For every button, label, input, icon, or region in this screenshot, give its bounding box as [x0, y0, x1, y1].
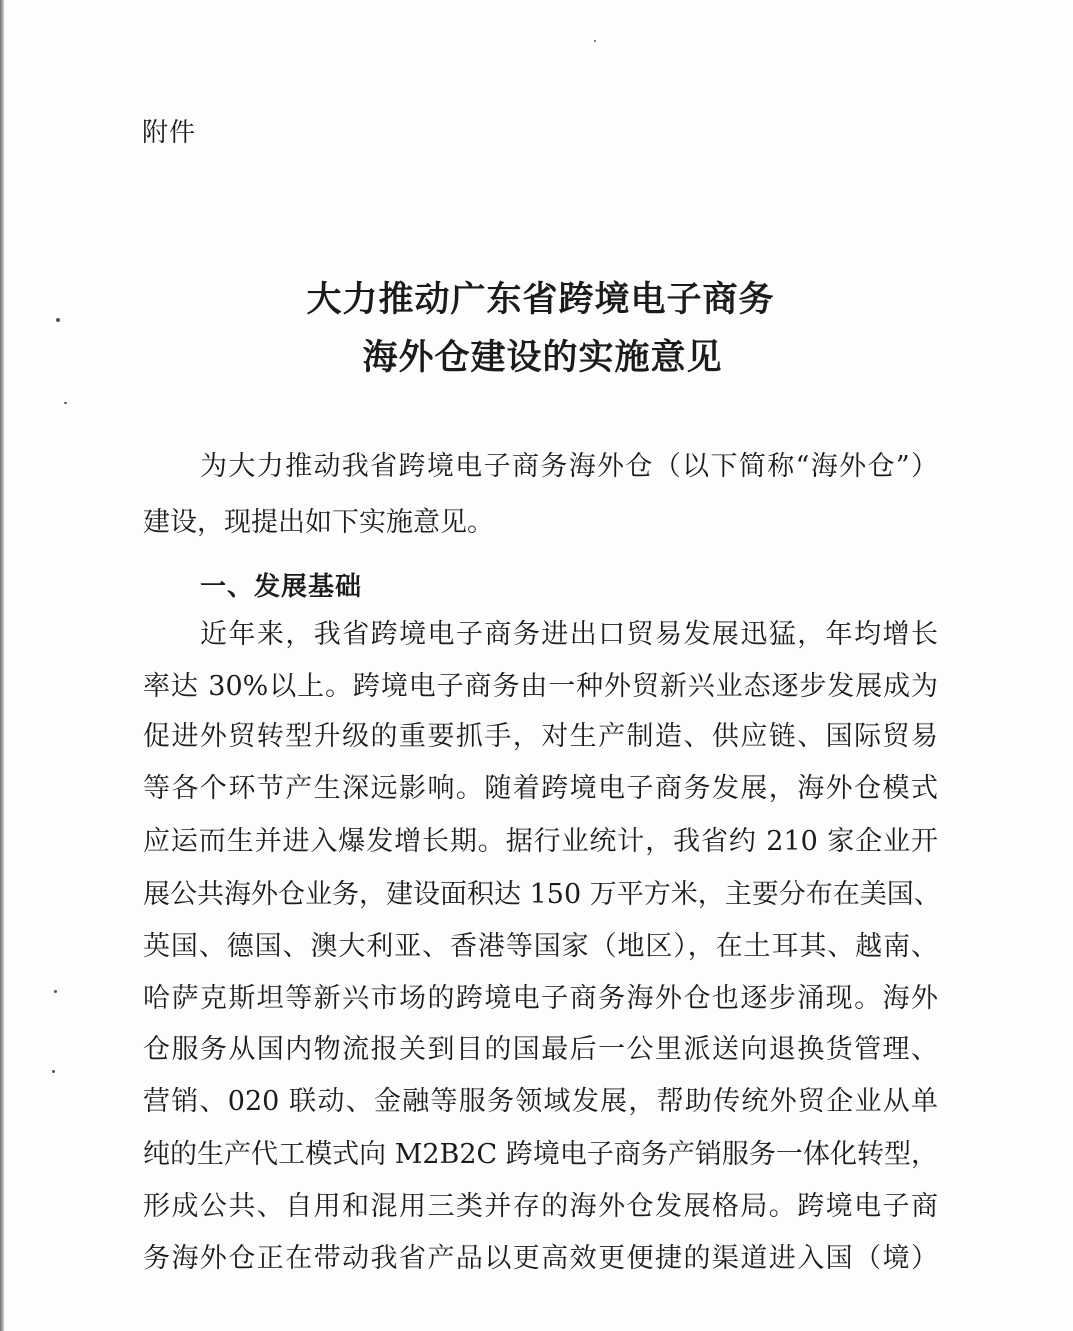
body-line: 务海外仓正在带动我省产品以更高效更便捷的渠道进入国（境）: [143, 1243, 938, 1274]
body-line: 促进外贸转型升级的重要抓手，对生产制造、供应链、国际贸易: [143, 721, 938, 752]
document-title-line-1: 大力推动广东省跨境电子商务: [306, 280, 775, 320]
document-title-line-2: 海外仓建设的实施意见: [362, 338, 723, 378]
scan-speck: [54, 990, 57, 993]
scan-speck: [52, 1070, 55, 1073]
scan-left-edge: [0, 0, 4, 1331]
body-line: 哈萨克斯坦等新兴市场的跨境电子商务海外仓也逐步涌现。海外: [143, 983, 938, 1014]
section-heading-development-basis: 一、发展基础: [200, 572, 363, 602]
scan-speck: [64, 402, 67, 404]
scan-speck: [594, 40, 596, 42]
body-line: 仓服务从国内物流报关到目的国最后一公里派送向退换货管理、: [143, 1034, 938, 1065]
body-line: 纯的生产代工模式向 M2B2C 跨境电子商务产销服务一体化转型，: [143, 1139, 938, 1170]
intro-line: 建设，现提出如下实施意见。: [143, 507, 494, 538]
body-line: 应运而生并进入爆发增长期。据行业统计，我省约 210 家企业开: [143, 826, 938, 857]
intro-line: 为大力推动我省跨境电子商务海外仓（以下简称“海外仓”）: [200, 451, 938, 482]
attachment-label: 附件: [142, 118, 197, 148]
body-line: 营销、020 联动、金融等服务领域发展，帮助传统外贸企业从单: [143, 1086, 938, 1117]
body-line: 英国、德国、澳大利亚、香港等国家（地区），在土耳其、越南、: [143, 931, 938, 962]
body-line: 展公共海外仓业务，建设面积达 150 万平方米，主要分布在美国、: [143, 879, 941, 910]
body-line: 率达 30%以上。跨境电子商务由一种外贸新兴业态逐步发展成为: [143, 671, 938, 702]
body-line: 近年来，我省跨境电子商务进出口贸易发展迅猛，年均增长: [200, 619, 938, 650]
body-line: 形成公共、自用和混用三类并存的海外仓发展格局。跨境电子商: [143, 1191, 938, 1222]
body-line: 等各个环节产生深远影响。随着跨境电子商务发展，海外仓模式: [143, 773, 938, 804]
